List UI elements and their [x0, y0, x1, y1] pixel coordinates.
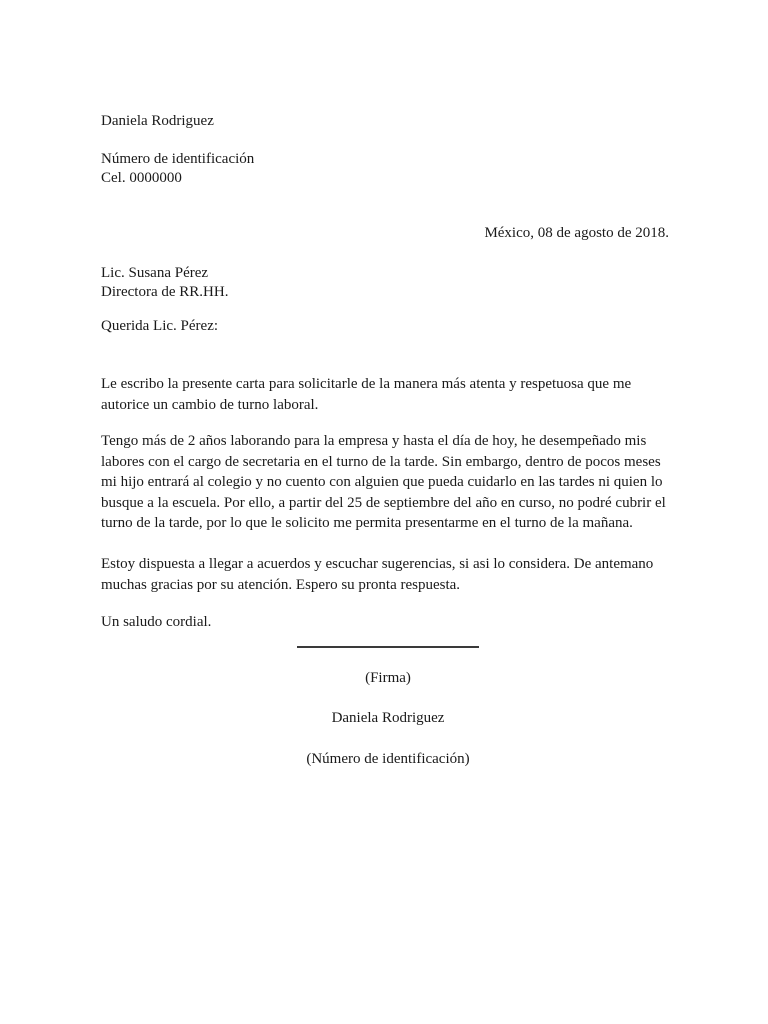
recipient-name: Lic. Susana Pérez: [101, 265, 209, 281]
signature-id-label: (Número de identificación): [306, 751, 470, 767]
signature-block: [198, 636, 578, 769]
sender-name: Daniela Rodriguez: [101, 113, 214, 129]
signature-name: Daniela Rodriguez: [331, 710, 445, 726]
recipient-block: [101, 264, 228, 302]
sender-id-label: Número de identificación: [101, 151, 255, 167]
signature-firma-label: (Firma): [365, 670, 411, 686]
salutation: Querida Lic. Pérez:: [101, 318, 219, 334]
date-line: México, 08 de agosto de 2018.: [484, 225, 669, 241]
body-paragraph-4: Un saludo cordial.: [101, 614, 212, 630]
sender-contact-block: [101, 150, 254, 188]
signature-line-wrapper: [198, 636, 578, 658]
body-paragraph-3: Estoy dispuesta a llegar a acuerdos y escuchar sugerencias, si asi lo considera. De antemano muchas gracias por su atención. Espero su pronta respuesta.: [101, 556, 654, 593]
recipient-title: Directora de RR.HH.: [101, 284, 229, 300]
signature-line: [297, 646, 479, 648]
body-paragraph-1: Le escribo la presente carta para solicitarle de la manera más atenta y respetuosa que me autorice un cambio de turno laboral.: [101, 376, 632, 413]
body-paragraph-2: Tengo más de 2 años laborando para la empresa y hasta el día de hoy, he desempeñado mis labores con el cargo de secretaria en el turno de la tarde. Sin embargo, dentro de pocos meses mi hijo entrará al colegio y no cuento con alguien que pueda cuidarlo en las tardes ni quien lo busque a la escuela. Por ello, a partir del 25 de septiembre del año en curso, no podré cubrir el turno de la tarde, por lo que le solicito me permita presentarme en el turno de la mañana.: [101, 433, 666, 531]
sender-phone: Cel. 0000000: [101, 170, 182, 186]
